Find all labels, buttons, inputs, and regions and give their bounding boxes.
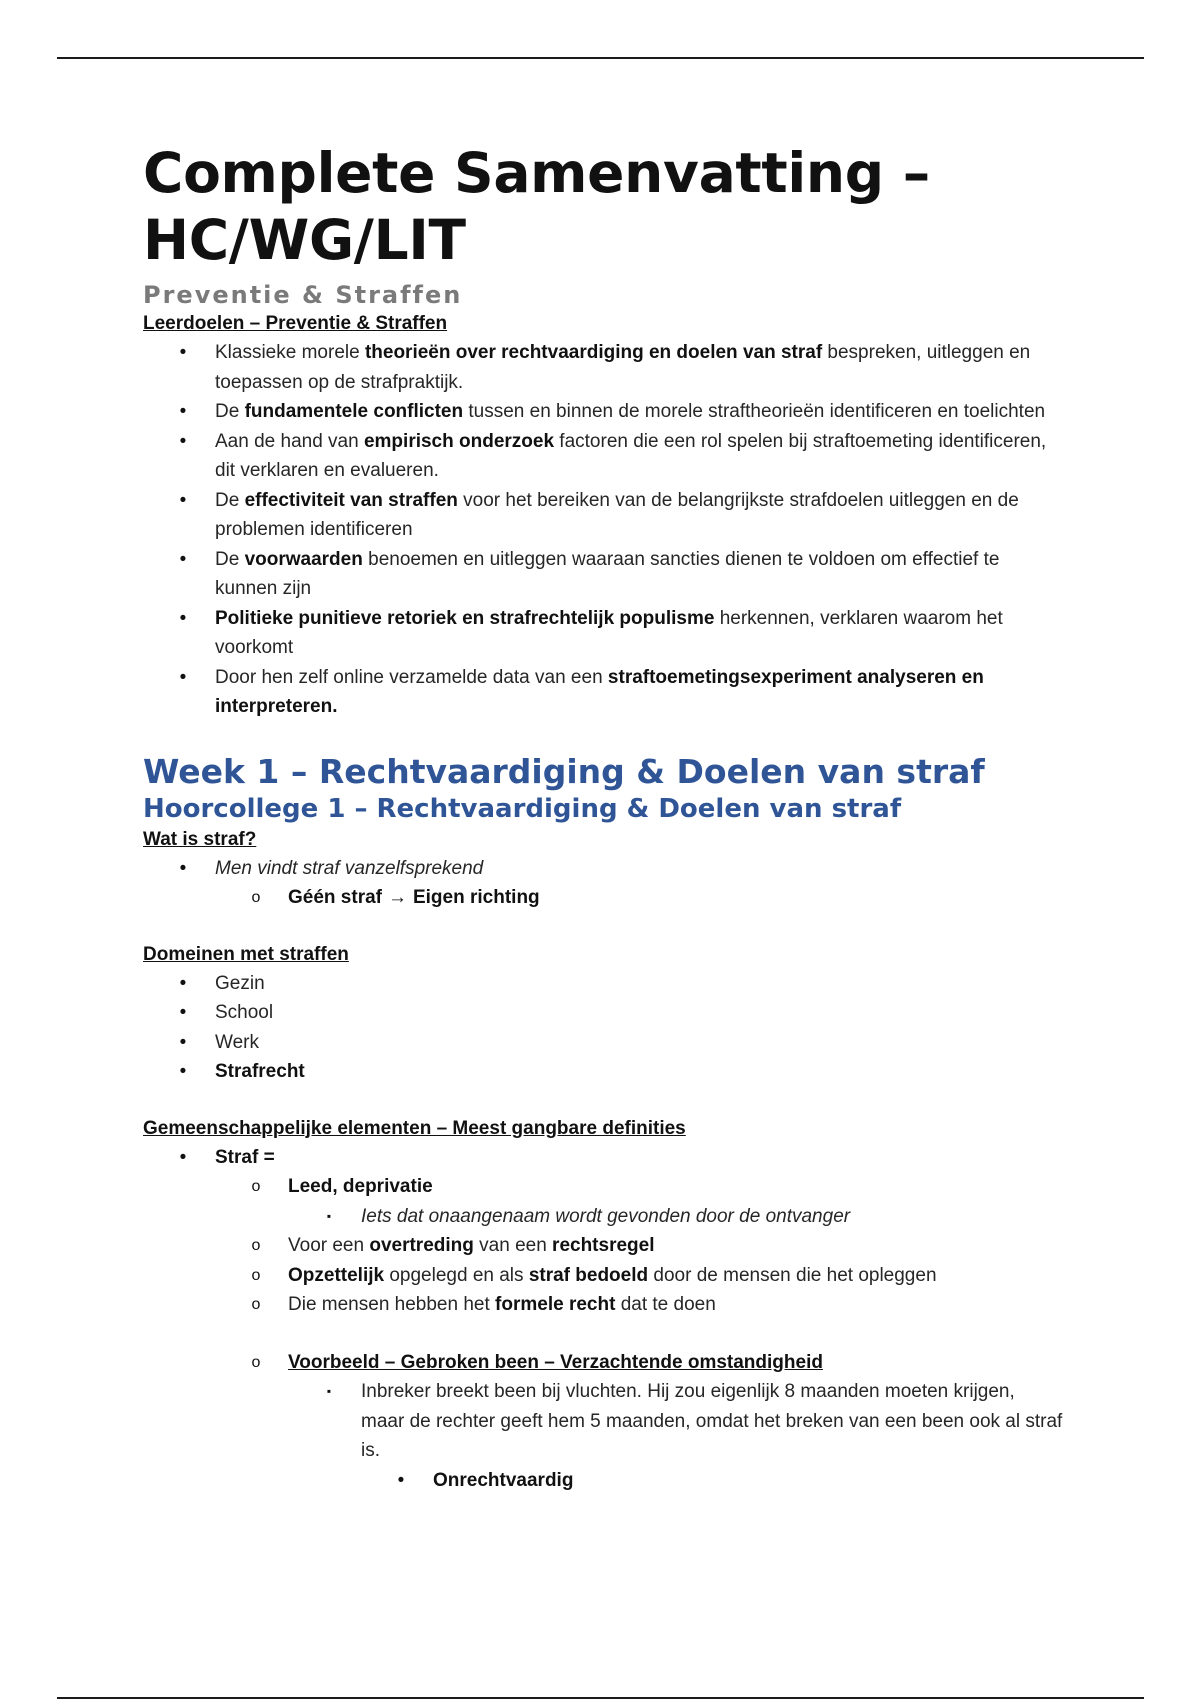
list-item: • Onrechtvaardig (397, 1469, 574, 1491)
list-item: • Werk (179, 1031, 259, 1053)
wat-is-straf-heading: Wat is straf? (143, 828, 257, 850)
list-item: ▪ Inbreker breekt been bij vluchten. Hij zou eigenlijk 8 maanden moeten krijgen, maar de rechter geeft hem 5 maanden, omdat het breken van een been ook al straf is. (326, 1381, 1063, 1461)
list-item: o Opzettelijk opgelegd en als straf bedoeld door de mensen die het opleggen (251, 1264, 937, 1286)
wat-is-straf-list (143, 854, 1063, 913)
gemeenschappelijke-elementen-heading: Gemeenschappelijke elementen – Meest gangbare definities (143, 1117, 686, 1139)
list-item: • Strafrecht (179, 1061, 305, 1082)
list-item: • De fundamentele conflicten tussen en binnen de morele straftheorieën identificeren en toelichten (179, 401, 1046, 422)
list-item: • Klassieke morele theorieën over rechtvaardiging en doelen van straf bespreken, uitleggen en toepassen op de strafpraktijk. (179, 342, 1031, 393)
leerdoelen-list (143, 338, 1063, 722)
list-item: o Voor een overtreding van een rechtsregel (251, 1235, 655, 1256)
gemeenschappelijke-elementen-list (143, 1143, 1063, 1320)
list-item: o Die mensen hebben het formele recht dat te doen (251, 1294, 716, 1315)
list-item: • Aan de hand van empirisch onderzoek factoren die een rol spelen bij straftoemeting identificeren, dit verklaren en evalueren. (179, 430, 1047, 481)
list-item: • Door hen zelf online verzamelde data van een straftoemetingsexperiment analyseren en interpreteren. (179, 666, 984, 717)
list-item: • De voorwaarden benoemen en uitleggen waaraan sancties dienen te voldoen om effectief te kunnen zijn (179, 548, 1000, 599)
header-rule (57, 57, 1144, 59)
list-item: ▪ Iets dat onaangenaam wordt gevonden door de ontvanger (326, 1205, 851, 1227)
list-item: o Géén straf → Eigen richting (143, 883, 1063, 913)
footer-rule (57, 1697, 1144, 1699)
leerdoelen-heading: Leerdoelen – Preventie & Straffen (143, 313, 448, 334)
domeinen-list (143, 969, 1063, 1087)
document-page (143, 140, 1063, 1495)
list-item: • De effectiviteit van straffen voor het bereiken van de belangrijkste strafdoelen uitleggen en de problemen identificeren (179, 489, 1019, 540)
list-item: o Voorbeeld – Gebroken been – Verzachtende omstandigheid (251, 1351, 823, 1373)
hoorcollege-1-heading: Hoorcollege 1 – Rechtvaardiging & Doelen van straf (143, 793, 902, 824)
list-item: • Men vindt straf vanzelfsprekend (179, 857, 484, 879)
list-item: • School (179, 1002, 274, 1023)
voorbeeld-list (143, 1348, 1063, 1496)
list-item: o Leed, deprivatie (251, 1176, 433, 1197)
arrow-right-icon: → (387, 887, 407, 908)
week-1-heading: Week 1 – Rechtvaardiging & Doelen van straf (143, 751, 985, 791)
page-title: Complete Samenvatting – HC/WG/LIT (143, 141, 930, 272)
list-item: • Politieke punitieve retoriek en strafrechtelijk populisme herkennen, verklaren waarom het voorkomt (179, 607, 1003, 658)
list-item: • Straf = (179, 1146, 275, 1168)
domeinen-heading: Domeinen met straffen (143, 943, 349, 965)
page-subtitle: Preventie & Straffen (143, 281, 463, 309)
list-item: • Gezin (179, 972, 265, 994)
